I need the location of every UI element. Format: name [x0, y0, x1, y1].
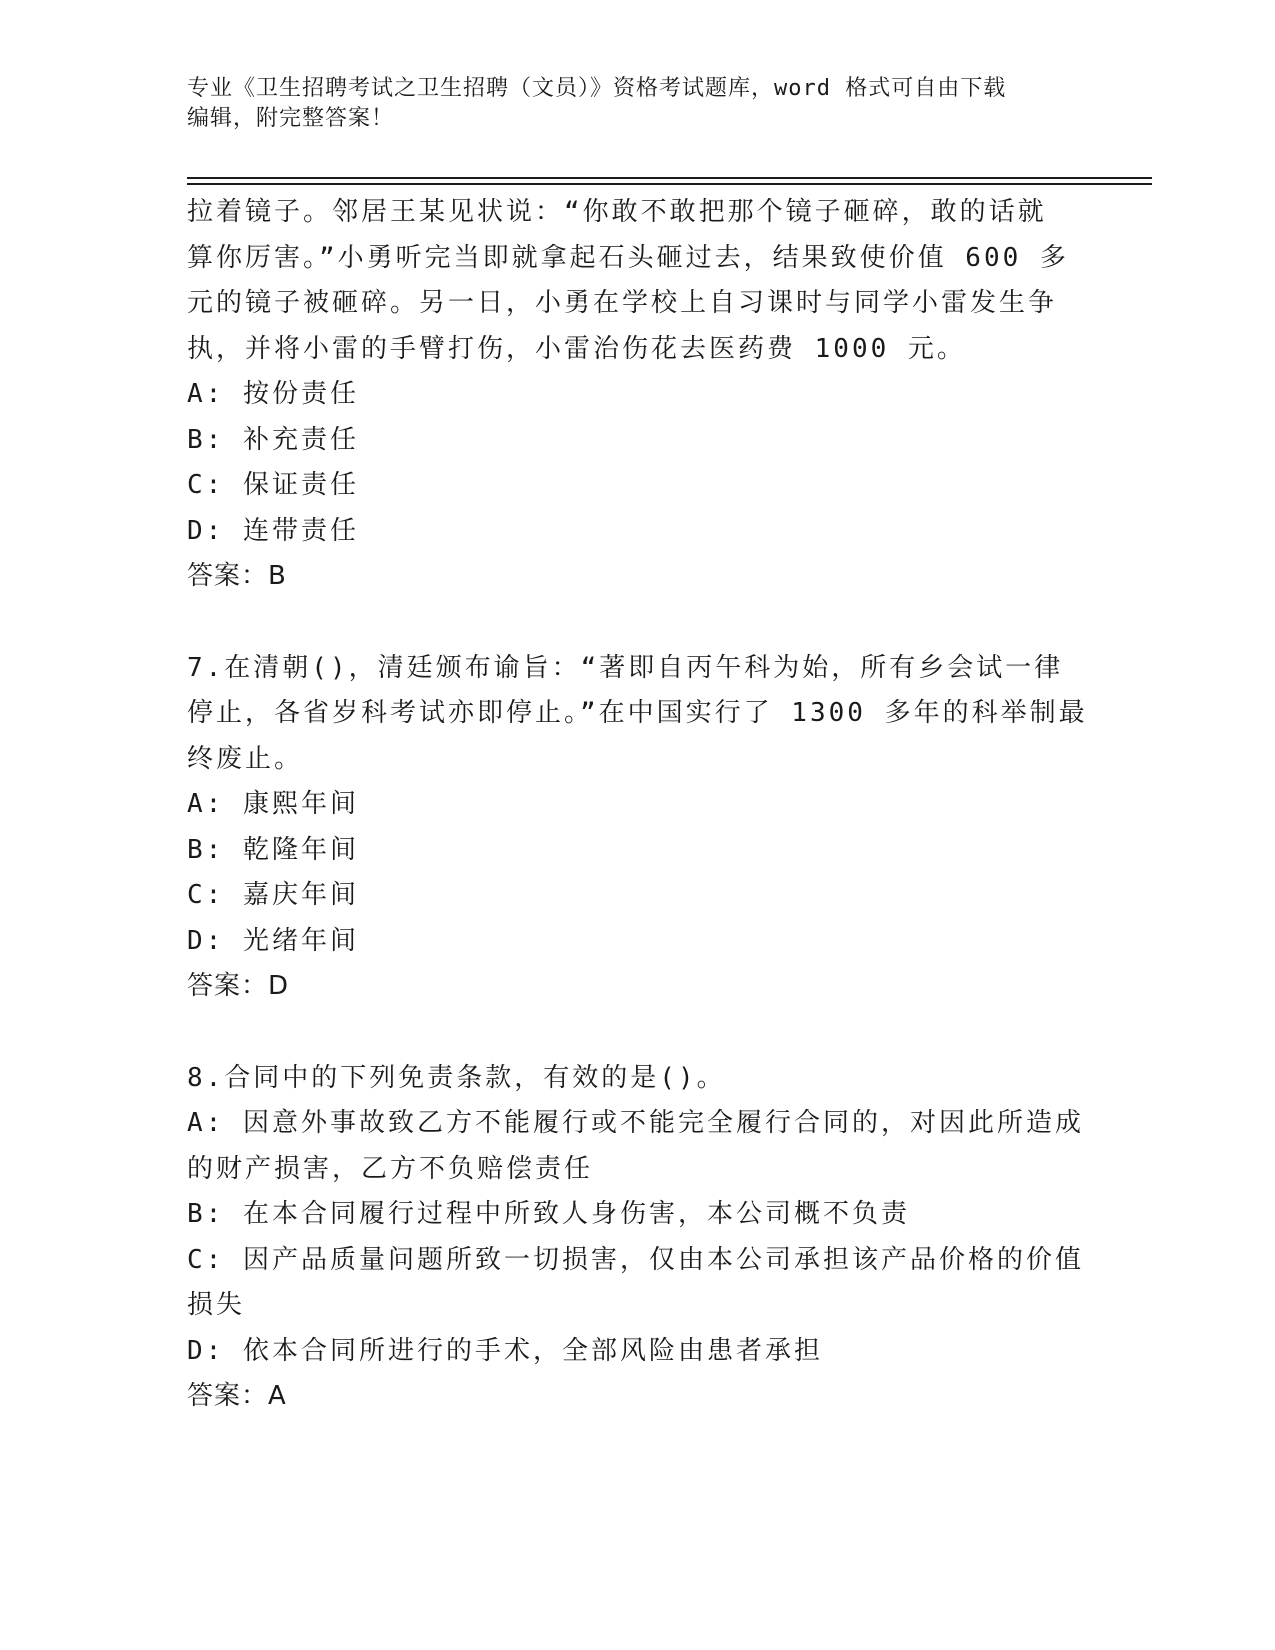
option-a: A: 因意外事故致乙方不能履行或不能完全履行合同的，对因此所造成 [187, 1108, 1084, 1138]
question-stem-line: 元的镜子被砸碎。另一日，小勇在学校上自习课时与同学小雷发生争 [187, 288, 1058, 318]
option-c: C: 嘉庆年间 [187, 880, 359, 910]
option-b: B: 乾隆年间 [187, 834, 359, 865]
question-spacer [187, 1010, 1087, 1056]
question-stem-line: 执，并将小雷的手臂打伤，小雷治伤花去医药费 1000 元。 [187, 333, 966, 364]
question-stem-line: 停止，各省岁科考试亦即停止。”在中国实行了 1300 多年的科举制最 [187, 698, 1088, 728]
question-list [187, 190, 1087, 1420]
option-b: B: 在本合同履行过程中所致人身伤害，本公司概不负责 [187, 1199, 910, 1229]
question-stem-line: 终废止。 [187, 743, 304, 774]
answer-line: 答案：D [187, 971, 290, 1001]
option-b: B: 补充责任 [187, 424, 359, 455]
option-c: C: 保证责任 [187, 470, 359, 500]
question-stem-line: 7.在清朝()，清廷颁布谕旨：“著即自丙午科为始，所有乡会试一律 [187, 652, 1064, 683]
option-a: A: 康熙年间 [187, 789, 359, 819]
option-a: A: 按份责任 [187, 379, 359, 409]
option-c-continued: 损失 [187, 1290, 246, 1320]
question-7 [187, 646, 1087, 1010]
question-8 [187, 1056, 1087, 1420]
question-spacer [187, 600, 1087, 646]
question-stem-line: 拉着镜子。邻居王某见状说：“你敢不敢把那个镜子砸碎，敢的话就 [187, 197, 1047, 227]
header-line-2: 编辑，附完整答案！ [187, 106, 395, 131]
option-c: C: 因产品质量问题所致一切损害，仅由本公司承担该产品价格的价值 [187, 1244, 1084, 1275]
answer-line: 答案：B [187, 561, 287, 591]
answer-line: 答案：A [187, 1381, 287, 1411]
header-divider-top [187, 177, 1152, 179]
option-d: D: 依本合同所进行的手术，全部风险由患者承担 [187, 1335, 823, 1366]
header-divider-bottom [187, 183, 1152, 185]
option-d: D: 连带责任 [187, 515, 359, 546]
option-a-continued: 的财产损害，乙方不负赔偿责任 [187, 1153, 594, 1184]
document-header [187, 74, 1087, 134]
header-line-1: 专业《卫生招聘考试之卫生招聘（文员）》资格考试题库，word 格式可自由下载 [187, 76, 1007, 101]
question-stem-line: 算你厉害。”小勇听完当即就拿起石头砸过去，结果致使价值 600 多 [187, 242, 1069, 273]
question-stem-line: 8.合同中的下列免责条款，有效的是()。 [187, 1062, 726, 1093]
question-6 [187, 190, 1087, 600]
option-d: D: 光绪年间 [187, 925, 359, 956]
